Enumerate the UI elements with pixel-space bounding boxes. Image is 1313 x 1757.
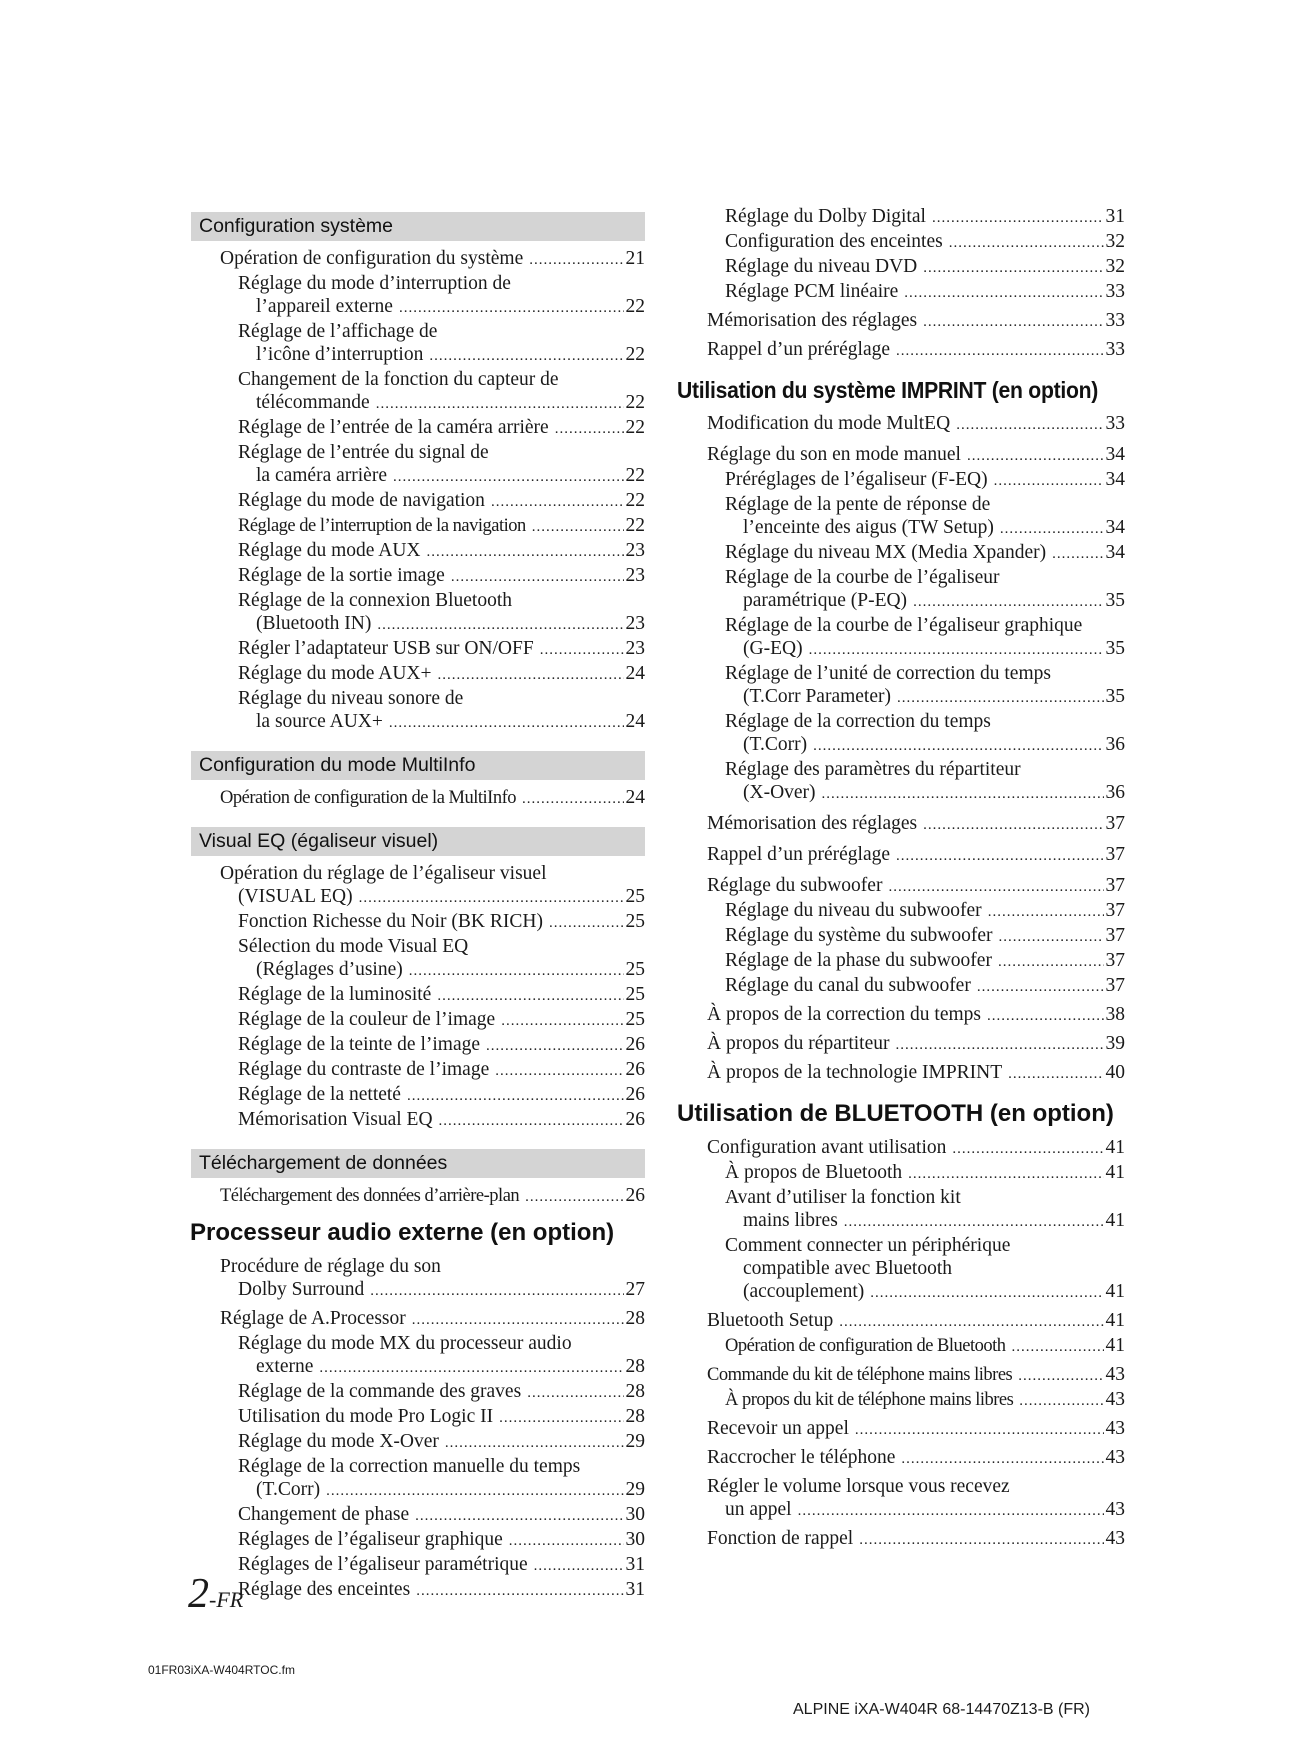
toc-entry[interactable]: Comment connecter un périphérique compatible avec Bluetooth (accouplement) ..... 41 bbox=[678, 1234, 1125, 1305]
toc-entry[interactable]: Réglage de la correction du temps (T.Corr) ..... 36 bbox=[678, 710, 1125, 758]
toc-entry[interactable]: Mémorisation des réglages ..... 37 bbox=[678, 812, 1125, 837]
toc-entry[interactable]: Modification du mode MultEQ ..... 33 bbox=[678, 412, 1125, 437]
toc-entry[interactable]: À propos du kit de téléphone mains libres ..... 43 bbox=[678, 1388, 1125, 1413]
toc-entry[interactable]: Réglage de l’unité de correction du temps (T.Corr Parameter) ..... 35 bbox=[678, 662, 1125, 710]
page-number: 2-FR bbox=[188, 1571, 244, 1617]
toc-entry[interactable]: Réglage du contraste de l’image ..... 26 bbox=[191, 1058, 645, 1083]
toc-entry[interactable]: Configuration avant utilisation ..... 41 bbox=[678, 1136, 1125, 1161]
toc-entry[interactable]: Rappel d’un préréglage ..... 33 bbox=[678, 338, 1125, 363]
toc-entry[interactable]: Réglage de la courbe de l’égaliseur paramétrique (P-EQ) ..... 35 bbox=[678, 566, 1125, 614]
toc-entry[interactable]: Changement de phase ..... 30 bbox=[191, 1503, 645, 1528]
toc-entry[interactable]: Bluetooth Setup ..... 41 bbox=[678, 1309, 1125, 1334]
toc-entry[interactable]: Opération de configuration de Bluetooth ..... 41 bbox=[678, 1334, 1125, 1359]
section-header-multiinfo: Configuration du mode MultiInfo bbox=[191, 751, 645, 780]
toc-entry[interactable]: Réglage du mode d’interruption de l’appareil externe ..... 22 bbox=[191, 272, 645, 320]
toc-entry[interactable]: Opération de configuration du système ..... 21 bbox=[191, 247, 645, 272]
heading-bluetooth: Utilisation de BLUETOOTH (en option) bbox=[677, 1100, 1114, 1127]
toc-entry[interactable]: Préréglages de l’égaliseur (F-EQ) ..... 34 bbox=[678, 468, 1125, 493]
toc-entry[interactable]: Mémorisation des réglages ..... 33 bbox=[678, 309, 1125, 334]
toc-entry[interactable]: Réglage du subwoofer ..... 37 bbox=[678, 874, 1125, 899]
toc-entry[interactable]: Régler le volume lorsque vous recevez un appel ..... 43 bbox=[678, 1475, 1125, 1523]
toc-entry[interactable]: Réglages de l’égaliseur graphique ..... 30 bbox=[191, 1528, 645, 1553]
toc-entry[interactable]: Réglage du système du subwoofer ..... 37 bbox=[678, 924, 1125, 949]
file-name: 01FR03iXA-W404RTOC.fm bbox=[148, 1663, 295, 1677]
toc-entry[interactable]: Réglage du mode X-Over ..... 29 bbox=[191, 1430, 645, 1455]
toc-entry[interactable]: À propos du répartiteur ..... 39 bbox=[678, 1032, 1125, 1057]
toc-entry[interactable]: Commande du kit de téléphone mains libres ..... 43 bbox=[678, 1363, 1125, 1388]
toc-entry[interactable]: Réglage du niveau DVD ..... 32 bbox=[678, 255, 1125, 280]
toc-entry[interactable]: Réglage de la connexion Bluetooth (Bluetooth IN) ..... 23 bbox=[191, 589, 645, 637]
toc-entry[interactable]: Raccrocher le téléphone ..... 43 bbox=[678, 1446, 1125, 1471]
toc-entry[interactable]: Réglage de la courbe de l’égaliseur graphique (G-EQ) ..... 35 bbox=[678, 614, 1125, 662]
toc-entry[interactable]: Réglage de la netteté ..... 26 bbox=[191, 1083, 645, 1108]
toc-entry[interactable]: Réglage du niveau MX (Media Xpander) ..... 34 bbox=[678, 541, 1125, 566]
toc-entry[interactable]: Mémorisation Visual EQ ..... 26 bbox=[191, 1108, 645, 1133]
toc-entry[interactable]: Réglage de la luminosité ..... 25 bbox=[191, 983, 645, 1008]
toc-entry[interactable]: Réglages de l’égaliseur paramétrique ..... 31 bbox=[191, 1553, 645, 1578]
section-header-telechargement: Téléchargement de données bbox=[191, 1149, 645, 1178]
toc-entry[interactable]: Réglage de l’interruption de la navigation ..... 22 bbox=[191, 514, 645, 539]
toc-entry[interactable]: À propos de la technologie IMPRINT ..... 40 bbox=[678, 1061, 1125, 1086]
toc-entry[interactable]: Réglage de la couleur de l’image ..... 25 bbox=[191, 1008, 645, 1033]
toc-entry[interactable]: Réglage de la correction manuelle du temps (T.Corr) ..... 29 bbox=[191, 1455, 645, 1503]
toc-entry[interactable]: Réglage de la sortie image ..... 23 bbox=[191, 564, 645, 589]
toc-entry[interactable]: Réglage de la commande des graves ..... 28 bbox=[191, 1380, 645, 1405]
toc-entry[interactable]: Avant d’utiliser la fonction kit mains libres ..... 41 bbox=[678, 1186, 1125, 1234]
toc-entry[interactable]: Réglage de la teinte de l’image ..... 26 bbox=[191, 1033, 645, 1058]
section-header-visual-eq: Visual EQ (égaliseur visuel) bbox=[191, 827, 645, 856]
toc-entry[interactable]: Réglage de l’entrée du signal de la caméra arrière ..... 22 bbox=[191, 441, 645, 489]
toc-entry[interactable]: Réglage de A.Processor ..... 28 bbox=[191, 1307, 645, 1332]
toc-entry[interactable]: Configuration des enceintes ..... 32 bbox=[678, 230, 1125, 255]
toc-entry[interactable]: Réglage du mode de navigation ..... 22 bbox=[191, 489, 645, 514]
section-header-configuration-systeme: Configuration système bbox=[191, 212, 645, 241]
toc-entry[interactable]: Sélection du mode Visual EQ (Réglages d’usine) ..... 25 bbox=[191, 935, 645, 983]
toc-entry[interactable]: Régler l’adaptateur USB sur ON/OFF ..... 23 bbox=[191, 637, 645, 662]
toc-entry[interactable]: Réglage de l’affichage de l’icône d’interruption ..... 22 bbox=[191, 320, 645, 368]
toc-entry[interactable]: Réglage du son en mode manuel ..... 34 bbox=[678, 443, 1125, 468]
toc-entry[interactable]: Réglage du mode AUX ..... 23 bbox=[191, 539, 645, 564]
toc-left-column bbox=[191, 212, 645, 1603]
toc-right-column bbox=[678, 205, 1125, 1552]
toc-entry[interactable]: Opération du réglage de l’égaliseur visuel (VISUAL EQ) ..... 25 bbox=[191, 862, 645, 910]
toc-entry[interactable]: Réglage du mode MX du processeur audio externe ..... 28 bbox=[191, 1332, 645, 1380]
toc-entry[interactable]: Fonction Richesse du Noir (BK RICH) ..... 25 bbox=[191, 910, 645, 935]
toc-entry[interactable]: Réglage du mode AUX+ ..... 24 bbox=[191, 662, 645, 687]
toc-entry[interactable]: Réglage des enceintes ..... 31 bbox=[191, 1578, 645, 1603]
toc-entry[interactable]: À propos de Bluetooth ..... 41 bbox=[678, 1161, 1125, 1186]
toc-entry[interactable]: Changement de la fonction du capteur de télécommande ..... 22 bbox=[191, 368, 645, 416]
toc-entry[interactable]: Utilisation du mode Pro Logic II ..... 28 bbox=[191, 1405, 645, 1430]
toc-entry[interactable]: Réglage du Dolby Digital ..... 31 bbox=[678, 205, 1125, 230]
toc-entry[interactable]: Recevoir un appel ..... 43 bbox=[678, 1417, 1125, 1442]
toc-entry[interactable]: Réglage du canal du subwoofer ..... 37 bbox=[678, 974, 1125, 999]
toc-entry[interactable]: À propos de la correction du temps ..... 38 bbox=[678, 1003, 1125, 1028]
toc-entry[interactable]: Réglage PCM linéaire ..... 33 bbox=[678, 280, 1125, 305]
toc-entry[interactable]: Réglage de la pente de réponse de l’enceinte des aigus (TW Setup) ..... 34 bbox=[678, 493, 1125, 541]
toc-entry[interactable]: Réglage du niveau sonore de la source AUX+ ..... 24 bbox=[191, 687, 645, 735]
toc-entry[interactable]: Opération de configuration de la MultiInfo ..... 24 bbox=[191, 786, 645, 811]
toc-entry[interactable]: Réglage de l’entrée de la caméra arrière ..... 22 bbox=[191, 416, 645, 441]
heading-processeur-audio-externe: Processeur audio externe (en option) bbox=[190, 1219, 615, 1246]
heading-imprint: Utilisation du système IMPRINT (en option) bbox=[677, 377, 1099, 403]
toc-entry[interactable]: Réglage du niveau du subwoofer ..... 37 bbox=[678, 899, 1125, 924]
toc-entry[interactable]: Procédure de réglage du son Dolby Surround ..... 27 bbox=[191, 1255, 645, 1303]
toc-entry[interactable]: Réglage de la phase du subwoofer ..... 37 bbox=[678, 949, 1125, 974]
toc-entry[interactable]: Téléchargement des données d’arrière-plan ..... 26 bbox=[191, 1184, 645, 1209]
toc-entry[interactable]: Réglage des paramètres du répartiteur (X-Over) ..... 36 bbox=[678, 758, 1125, 806]
toc-entry[interactable]: Rappel d’un préréglage ..... 37 bbox=[678, 843, 1125, 868]
toc-entry[interactable]: Fonction de rappel ..... 43 bbox=[678, 1527, 1125, 1552]
model-reference: ALPINE iXA-W404R 68-14470Z13-B (FR) bbox=[793, 1701, 1090, 1718]
